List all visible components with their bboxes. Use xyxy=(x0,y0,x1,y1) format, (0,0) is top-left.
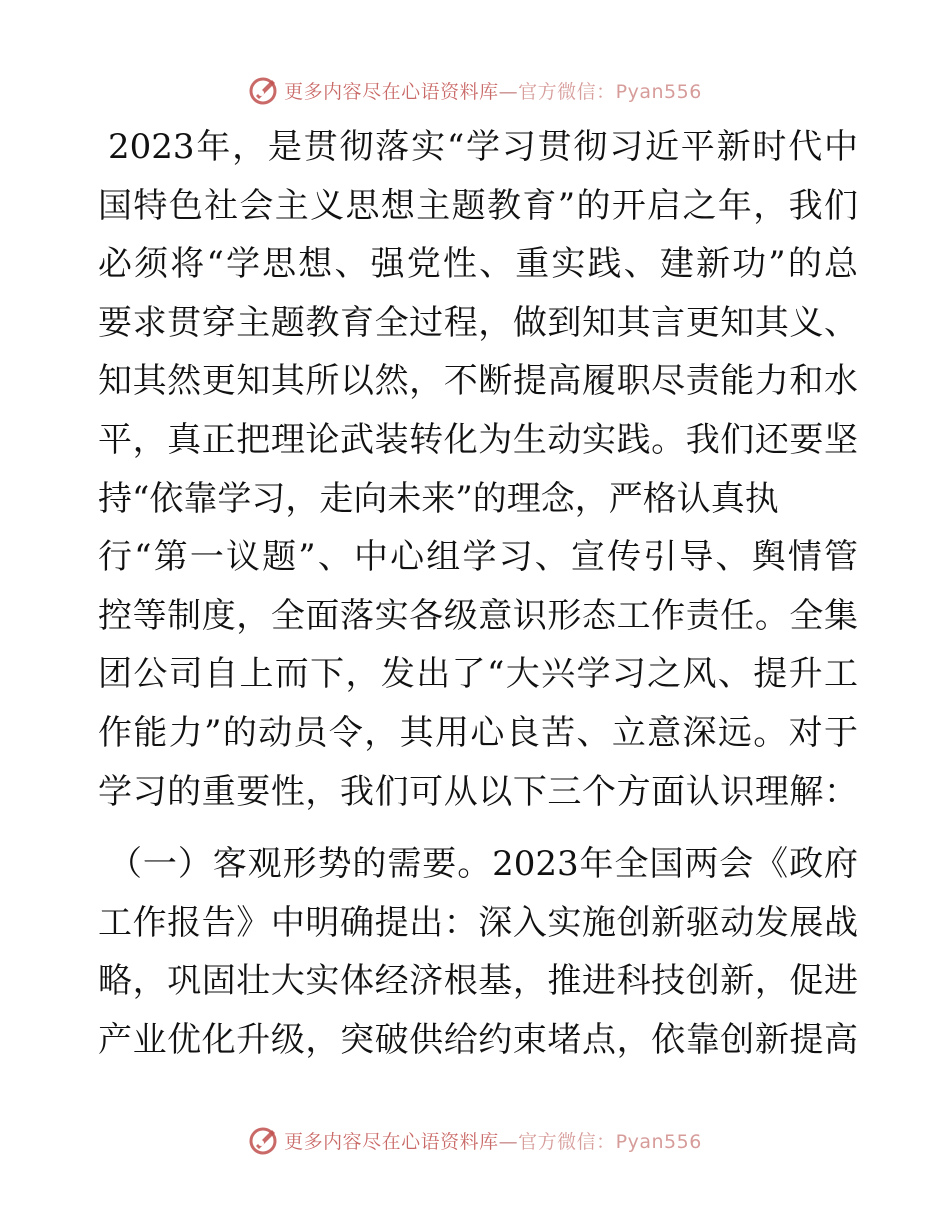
text-line: 工作报告》中明确提出：深入实施创新驱动发展战 xyxy=(98,902,858,943)
brush-logo-icon xyxy=(248,74,280,106)
text-line: 要求贯穿主题教育全过程，做到知其言更知其义、 xyxy=(98,302,858,343)
header-watermark xyxy=(0,70,950,110)
section-heading-line: （一）客观形势的需要。2023年全国两会《政府 xyxy=(108,844,858,885)
text-line: 持“依靠学习，走向未来”的理念，严格认真执 xyxy=(98,478,779,519)
text-line: 略，巩固壮大实体经济根基，推进科技创新，促进 xyxy=(98,961,858,1002)
text-line: 作能力”的动员令，其用心良苦、立意深远。对于 xyxy=(98,712,858,753)
brush-logo-icon xyxy=(248,1124,280,1156)
watermark-text: 更多内容尽在心语资料库—官方微信：Pyan556 xyxy=(284,80,702,103)
watermark-text: 更多内容尽在心语资料库—官方微信：Pyan556 xyxy=(284,1130,702,1153)
text-line: 控等制度，全面落实各级意识形态工作责任。全集 xyxy=(98,595,858,636)
text-line: 平，真正把理论武装转化为生动实践。我们还要坚 xyxy=(98,419,858,460)
text-line: 团公司自上而下，发出了“大兴学习之风、提升工 xyxy=(98,654,858,695)
text-line: 知其然更知其所以然，不断提高履职尽责能力和水 xyxy=(98,361,858,402)
text-line: 产业优化升级，突破供给约束堵点，依靠创新提高 xyxy=(98,1019,858,1060)
text-line: 2023年，是贯彻落实“学习贯彻习近平新时代中 xyxy=(108,127,858,167)
text-line: 国特色社会主义思想主题教育”的开启之年，我们 xyxy=(98,185,858,226)
footer-watermark xyxy=(0,1120,950,1160)
document-body xyxy=(98,118,858,1070)
text-line: 必须将“学思想、强党性、重实践、建新功”的总 xyxy=(98,244,858,285)
text-line: 学习的重要性，我们可从以下三个方面认识理解： xyxy=(98,771,858,812)
text-line: 行“第一议题”、中心组学习、宣传引导、舆情管 xyxy=(98,537,858,578)
